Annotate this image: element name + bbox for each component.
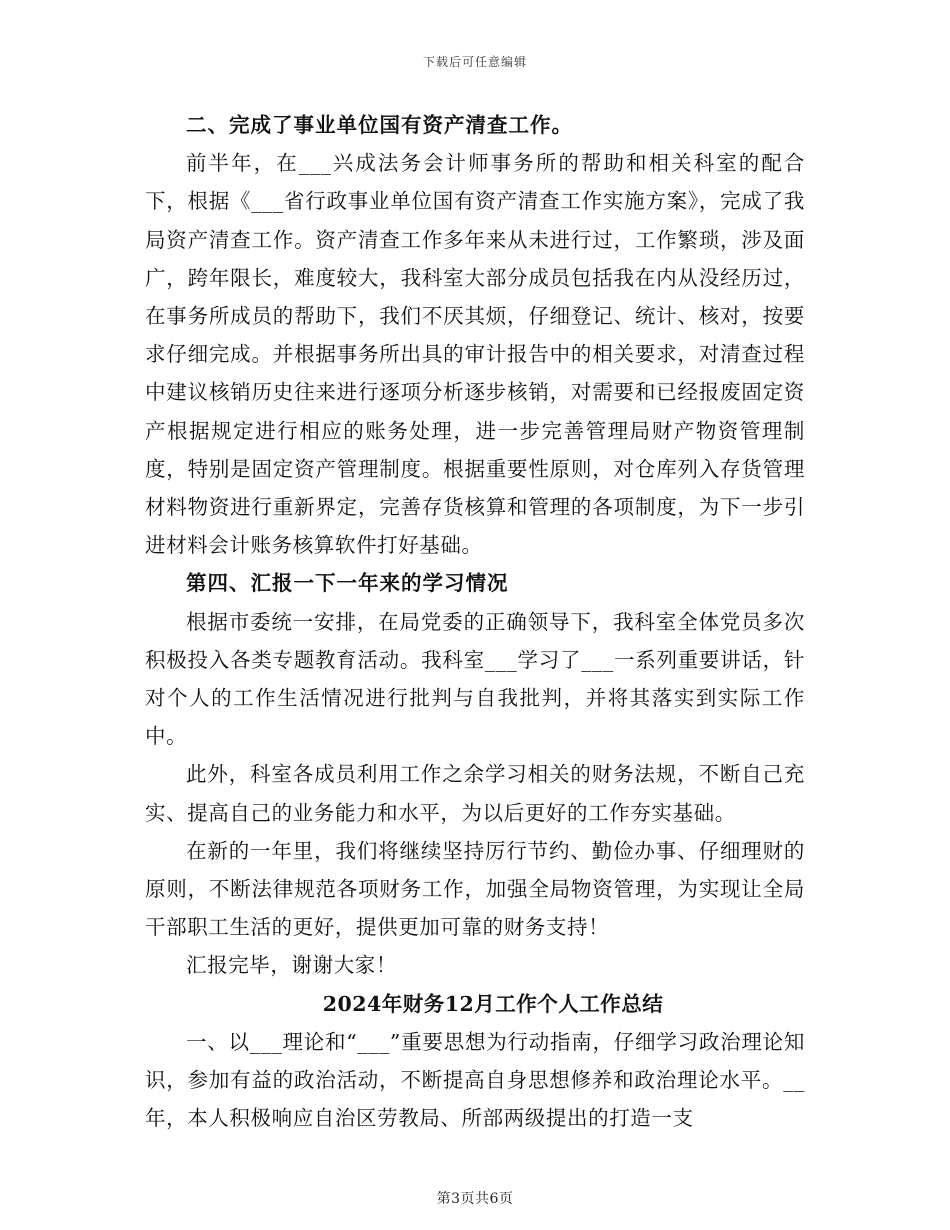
document-title: 2024年财务12月工作个人工作总结 (322, 991, 664, 1016)
paragraph-theory-study: 一、以___理论和“___”重要思想为行动指南，仔细学习政治理论知识，参加有益的政治活动，不断提高自身思想修养和政治理论水平。__年，本人积极响应自治区劳教局、所部两级提出的打造一支 (145, 1029, 805, 1131)
paragraph-self-improvement: 此外，科室各成员利用工作之余学习相关的财务法规，不断自己充实、提高自己的业务能力和水平，为以后更好的工作夯实基础。 (145, 762, 805, 825)
header-note: 下载后可任意编辑 (422, 55, 527, 69)
page-number: 第3页共6页 (436, 1191, 514, 1207)
paragraph-new-year-plan: 在新的一年里，我们将继续坚持厉行节约、勤俭办事、仔细理财的原则，不断法律规范各项财务工作，加强全局物资管理，为实现让全局干部职工生活的更好，提供更加可靠的财务支持！ (145, 838, 805, 940)
section-heading-study: 第四、汇报一下一年来的学习情况 (186, 571, 509, 596)
paragraph-study-activities: 根据市委统一安排，在局党委的正确领导下，我科室全体党员多次积极投入各类专题教育活动。我科室___学习了___一系列重要讲话，针对个人的工作生活情况进行批判与自我批判，并将其落实到实际工作中。 (145, 609, 805, 749)
paragraph-asset-audit: 前半年，在___兴成法务会计师事务所的帮助和相关科室的配合下，根据《___省行政事业单位国有资产清查工作实施方案》，完成了我局资产清查工作。资产清查工作多年来从未进行过，工作繁琐，涉及面广，跨年限长，难度较大，我科室大部分成员包括我在内从没经历过，在事务所成员的帮助下，我们不厌其烦，仔细登记、统计、核对，按要求仔细完成。并根据事务所出具的审计报告中的相关要求，对清查过程中建议核销历史往来进行逐项分析逐步核销，对需要和已经报废固定资产根据规定进行相应的账务处理，进一步完善管理局财产物资管理制度，特别是固定资产管理制度。根据重要性原则，对仓库列入存货管理材料物资进行重新界定，完善存货核算和管理的各项制度，为下一步引进材料会计账务核算软件打好基础。 (145, 151, 805, 558)
document-body (145, 106, 805, 1137)
section-heading-assets: 二、完成了事业单位国有资产清查工作。 (186, 113, 573, 137)
paragraph-closing: 汇报完毕，谢谢大家！ (186, 953, 397, 978)
